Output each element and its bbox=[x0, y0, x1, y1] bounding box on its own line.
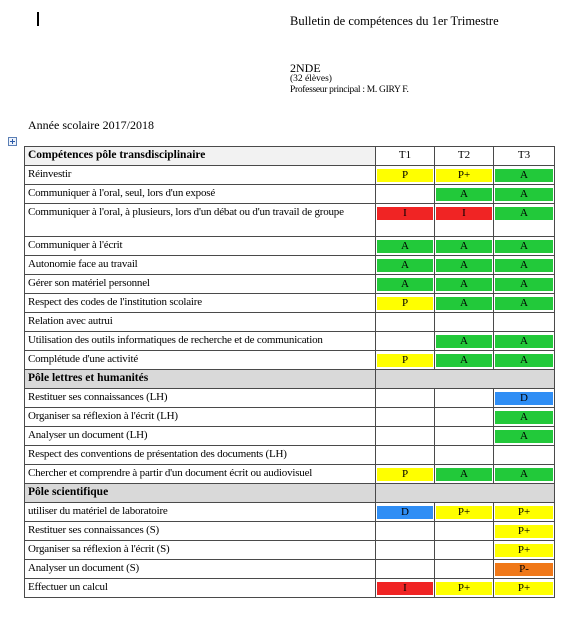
grade-badge: P+ bbox=[436, 169, 492, 182]
grade-cell-t1 bbox=[376, 275, 435, 294]
grade-badge: P+ bbox=[495, 544, 553, 557]
header-t3: T3 bbox=[494, 147, 555, 166]
student-count: (32 élèves) bbox=[290, 74, 332, 84]
table-row bbox=[25, 256, 555, 275]
grade-badge: A bbox=[495, 278, 553, 291]
competence-label: Effectuer un calcul bbox=[25, 579, 376, 598]
section-row bbox=[25, 370, 555, 389]
grade-badge: A bbox=[495, 297, 553, 310]
grade-cell-t1 bbox=[376, 185, 435, 204]
grade-badge: P bbox=[377, 354, 433, 367]
table-row bbox=[25, 237, 555, 256]
table-row bbox=[25, 351, 555, 370]
grade-badge: D bbox=[495, 392, 553, 405]
grade-cell-t1 bbox=[376, 313, 435, 332]
grade-badge: A bbox=[495, 411, 553, 424]
grade-cell-t2 bbox=[435, 294, 494, 313]
table-body bbox=[25, 166, 555, 598]
competence-label: Communiquer à l'oral, seul, lors d'un exposé bbox=[25, 185, 376, 204]
header-t2: T2 bbox=[435, 147, 494, 166]
section-title: Pôle scientifique bbox=[25, 484, 376, 503]
grade-cell-t2 bbox=[435, 560, 494, 579]
grade-cell-t1 bbox=[376, 541, 435, 560]
table-row bbox=[25, 204, 555, 237]
grade-cell-t2 bbox=[435, 427, 494, 446]
class-name: 2NDE bbox=[290, 61, 321, 75]
competences-table bbox=[24, 146, 555, 598]
table-row bbox=[25, 313, 555, 332]
header-competences: Compétences pôle transdisciplinaire bbox=[25, 147, 376, 166]
grade-badge: A bbox=[495, 259, 553, 272]
competence-label: Organiser sa réflexion à l'écrit (LH) bbox=[25, 408, 376, 427]
grade-badge: A bbox=[377, 259, 433, 272]
grade-cell-t2 bbox=[435, 166, 494, 185]
table-row bbox=[25, 389, 555, 408]
grade-cell-t2 bbox=[435, 541, 494, 560]
grade-cell-t1 bbox=[376, 389, 435, 408]
grade-badge: I bbox=[377, 582, 433, 595]
table-row bbox=[25, 294, 555, 313]
table-row bbox=[25, 185, 555, 204]
grade-cell-t3 bbox=[494, 351, 555, 370]
grade-cell-t2 bbox=[435, 503, 494, 522]
grade-badge: A bbox=[436, 468, 492, 481]
grade-cell-t3 bbox=[494, 166, 555, 185]
table-row bbox=[25, 579, 555, 598]
grade-badge: P+ bbox=[495, 582, 553, 595]
main-teacher: Professeur principal : M. GIRY F. bbox=[290, 84, 409, 95]
grade-badge: P- bbox=[495, 563, 553, 576]
competence-label: Complétude d'une activité bbox=[25, 351, 376, 370]
school-year: Année scolaire 2017/2018 bbox=[28, 118, 154, 132]
section-row bbox=[25, 484, 555, 503]
grade-cell-t1 bbox=[376, 332, 435, 351]
text-cursor bbox=[37, 12, 39, 26]
grade-cell-t1 bbox=[376, 294, 435, 313]
grade-badge: P+ bbox=[436, 582, 492, 595]
grade-badge: A bbox=[377, 240, 433, 253]
table-row bbox=[25, 465, 555, 484]
grade-badge: P bbox=[377, 468, 433, 481]
grade-cell-t3 bbox=[494, 256, 555, 275]
grade-cell-t1 bbox=[376, 522, 435, 541]
grade-cell-t2 bbox=[435, 389, 494, 408]
table-row bbox=[25, 541, 555, 560]
table-move-handle-icon[interactable] bbox=[8, 137, 17, 146]
grade-badge: A bbox=[495, 335, 553, 348]
grade-badge: A bbox=[436, 259, 492, 272]
grade-cell-t2 bbox=[435, 185, 494, 204]
grade-cell-t3 bbox=[494, 503, 555, 522]
grade-badge: I bbox=[377, 207, 433, 220]
competence-label: Restituer ses connaissances (LH) bbox=[25, 389, 376, 408]
grade-cell-t2 bbox=[435, 237, 494, 256]
grade-cell-t1 bbox=[376, 503, 435, 522]
grade-badge: D bbox=[377, 506, 433, 519]
grade-badge: A bbox=[377, 278, 433, 291]
class-info bbox=[290, 62, 409, 95]
competence-label: Gérer son matériel personnel bbox=[25, 275, 376, 294]
grade-cell-t2 bbox=[435, 465, 494, 484]
grade-cell-t3 bbox=[494, 446, 555, 465]
grade-cell-t1 bbox=[376, 427, 435, 446]
grade-cell-t3 bbox=[494, 294, 555, 313]
grade-cell-t1 bbox=[376, 560, 435, 579]
table-row bbox=[25, 332, 555, 351]
grade-cell-t3 bbox=[494, 560, 555, 579]
grade-badge: P bbox=[377, 297, 433, 310]
grade-badge: A bbox=[495, 240, 553, 253]
grade-badge: A bbox=[436, 354, 492, 367]
grade-cell-t1 bbox=[376, 351, 435, 370]
table-row bbox=[25, 560, 555, 579]
grade-cell-t1 bbox=[376, 204, 435, 237]
grade-cell-t1 bbox=[376, 237, 435, 256]
grade-cell-t3 bbox=[494, 522, 555, 541]
competence-label: Respect des codes de l'institution scolaire bbox=[25, 294, 376, 313]
grade-cell-t2 bbox=[435, 579, 494, 598]
grade-cell-t3 bbox=[494, 185, 555, 204]
grade-cell-t3 bbox=[494, 389, 555, 408]
grade-badge: P+ bbox=[495, 506, 553, 519]
competence-label: Relation avec autrui bbox=[25, 313, 376, 332]
table-row bbox=[25, 522, 555, 541]
section-title: Pôle lettres et humanités bbox=[25, 370, 376, 389]
grade-badge: A bbox=[436, 297, 492, 310]
competence-label: utiliser du matériel de laboratoire bbox=[25, 503, 376, 522]
grade-cell-t3 bbox=[494, 541, 555, 560]
grade-cell-t3 bbox=[494, 275, 555, 294]
grade-cell-t2 bbox=[435, 256, 494, 275]
section-fill bbox=[376, 484, 555, 503]
competence-label: Organiser sa réflexion à l'écrit (S) bbox=[25, 541, 376, 560]
grade-badge: A bbox=[436, 278, 492, 291]
grade-badge: A bbox=[436, 240, 492, 253]
grade-badge: A bbox=[495, 207, 553, 220]
grade-badge: P+ bbox=[495, 525, 553, 538]
grade-badge: P+ bbox=[436, 506, 492, 519]
document-title: Bulletin de compétences du 1er Trimestre bbox=[290, 14, 499, 28]
table-row bbox=[25, 446, 555, 465]
table-row bbox=[25, 503, 555, 522]
grade-badge: A bbox=[436, 188, 492, 201]
competence-label: Réinvestir bbox=[25, 166, 376, 185]
competence-label: Utilisation des outils informatiques de recherche et de communication bbox=[25, 332, 376, 351]
grade-cell-t1 bbox=[376, 446, 435, 465]
grade-cell-t3 bbox=[494, 427, 555, 446]
table-row bbox=[25, 275, 555, 294]
competence-label: Chercher et comprendre à partir d'un document écrit ou audiovisuel bbox=[25, 465, 376, 484]
table-row bbox=[25, 166, 555, 185]
competence-label: Respect des conventions de présentation des documents (LH) bbox=[25, 446, 376, 465]
competence-label: Autonomie face au travail bbox=[25, 256, 376, 275]
grade-badge: I bbox=[436, 207, 492, 220]
grade-badge: A bbox=[495, 354, 553, 367]
grade-badge: A bbox=[436, 335, 492, 348]
grade-cell-t3 bbox=[494, 408, 555, 427]
grade-cell-t2 bbox=[435, 204, 494, 237]
table-row bbox=[25, 427, 555, 446]
grade-badge: A bbox=[495, 468, 553, 481]
table-row bbox=[25, 408, 555, 427]
grade-cell-t1 bbox=[376, 166, 435, 185]
grade-cell-t3 bbox=[494, 237, 555, 256]
grade-badge: A bbox=[495, 169, 553, 182]
competence-label: Analyser un document (LH) bbox=[25, 427, 376, 446]
competence-label: Communiquer à l'oral, à plusieurs, lors d'un débat ou d'un travail de groupe bbox=[25, 204, 376, 237]
grade-cell-t1 bbox=[376, 465, 435, 484]
competence-label: Communiquer à l'écrit bbox=[25, 237, 376, 256]
grade-cell-t2 bbox=[435, 332, 494, 351]
grade-badge: P bbox=[377, 169, 433, 182]
grade-cell-t2 bbox=[435, 275, 494, 294]
grade-cell-t2 bbox=[435, 313, 494, 332]
section-fill bbox=[376, 370, 555, 389]
grade-cell-t3 bbox=[494, 332, 555, 351]
grade-cell-t1 bbox=[376, 408, 435, 427]
grade-cell-t2 bbox=[435, 446, 494, 465]
grade-cell-t3 bbox=[494, 579, 555, 598]
grade-cell-t1 bbox=[376, 579, 435, 598]
grade-cell-t2 bbox=[435, 408, 494, 427]
grade-badge: A bbox=[495, 188, 553, 201]
grade-badge: A bbox=[495, 430, 553, 443]
competence-label: Analyser un document (S) bbox=[25, 560, 376, 579]
grade-cell-t3 bbox=[494, 313, 555, 332]
grade-cell-t2 bbox=[435, 351, 494, 370]
header-t1: T1 bbox=[376, 147, 435, 166]
competence-label: Restituer ses connaissances (S) bbox=[25, 522, 376, 541]
grade-cell-t3 bbox=[494, 465, 555, 484]
table-header-row bbox=[25, 147, 555, 166]
grade-cell-t1 bbox=[376, 256, 435, 275]
grade-cell-t3 bbox=[494, 204, 555, 237]
grade-cell-t2 bbox=[435, 522, 494, 541]
